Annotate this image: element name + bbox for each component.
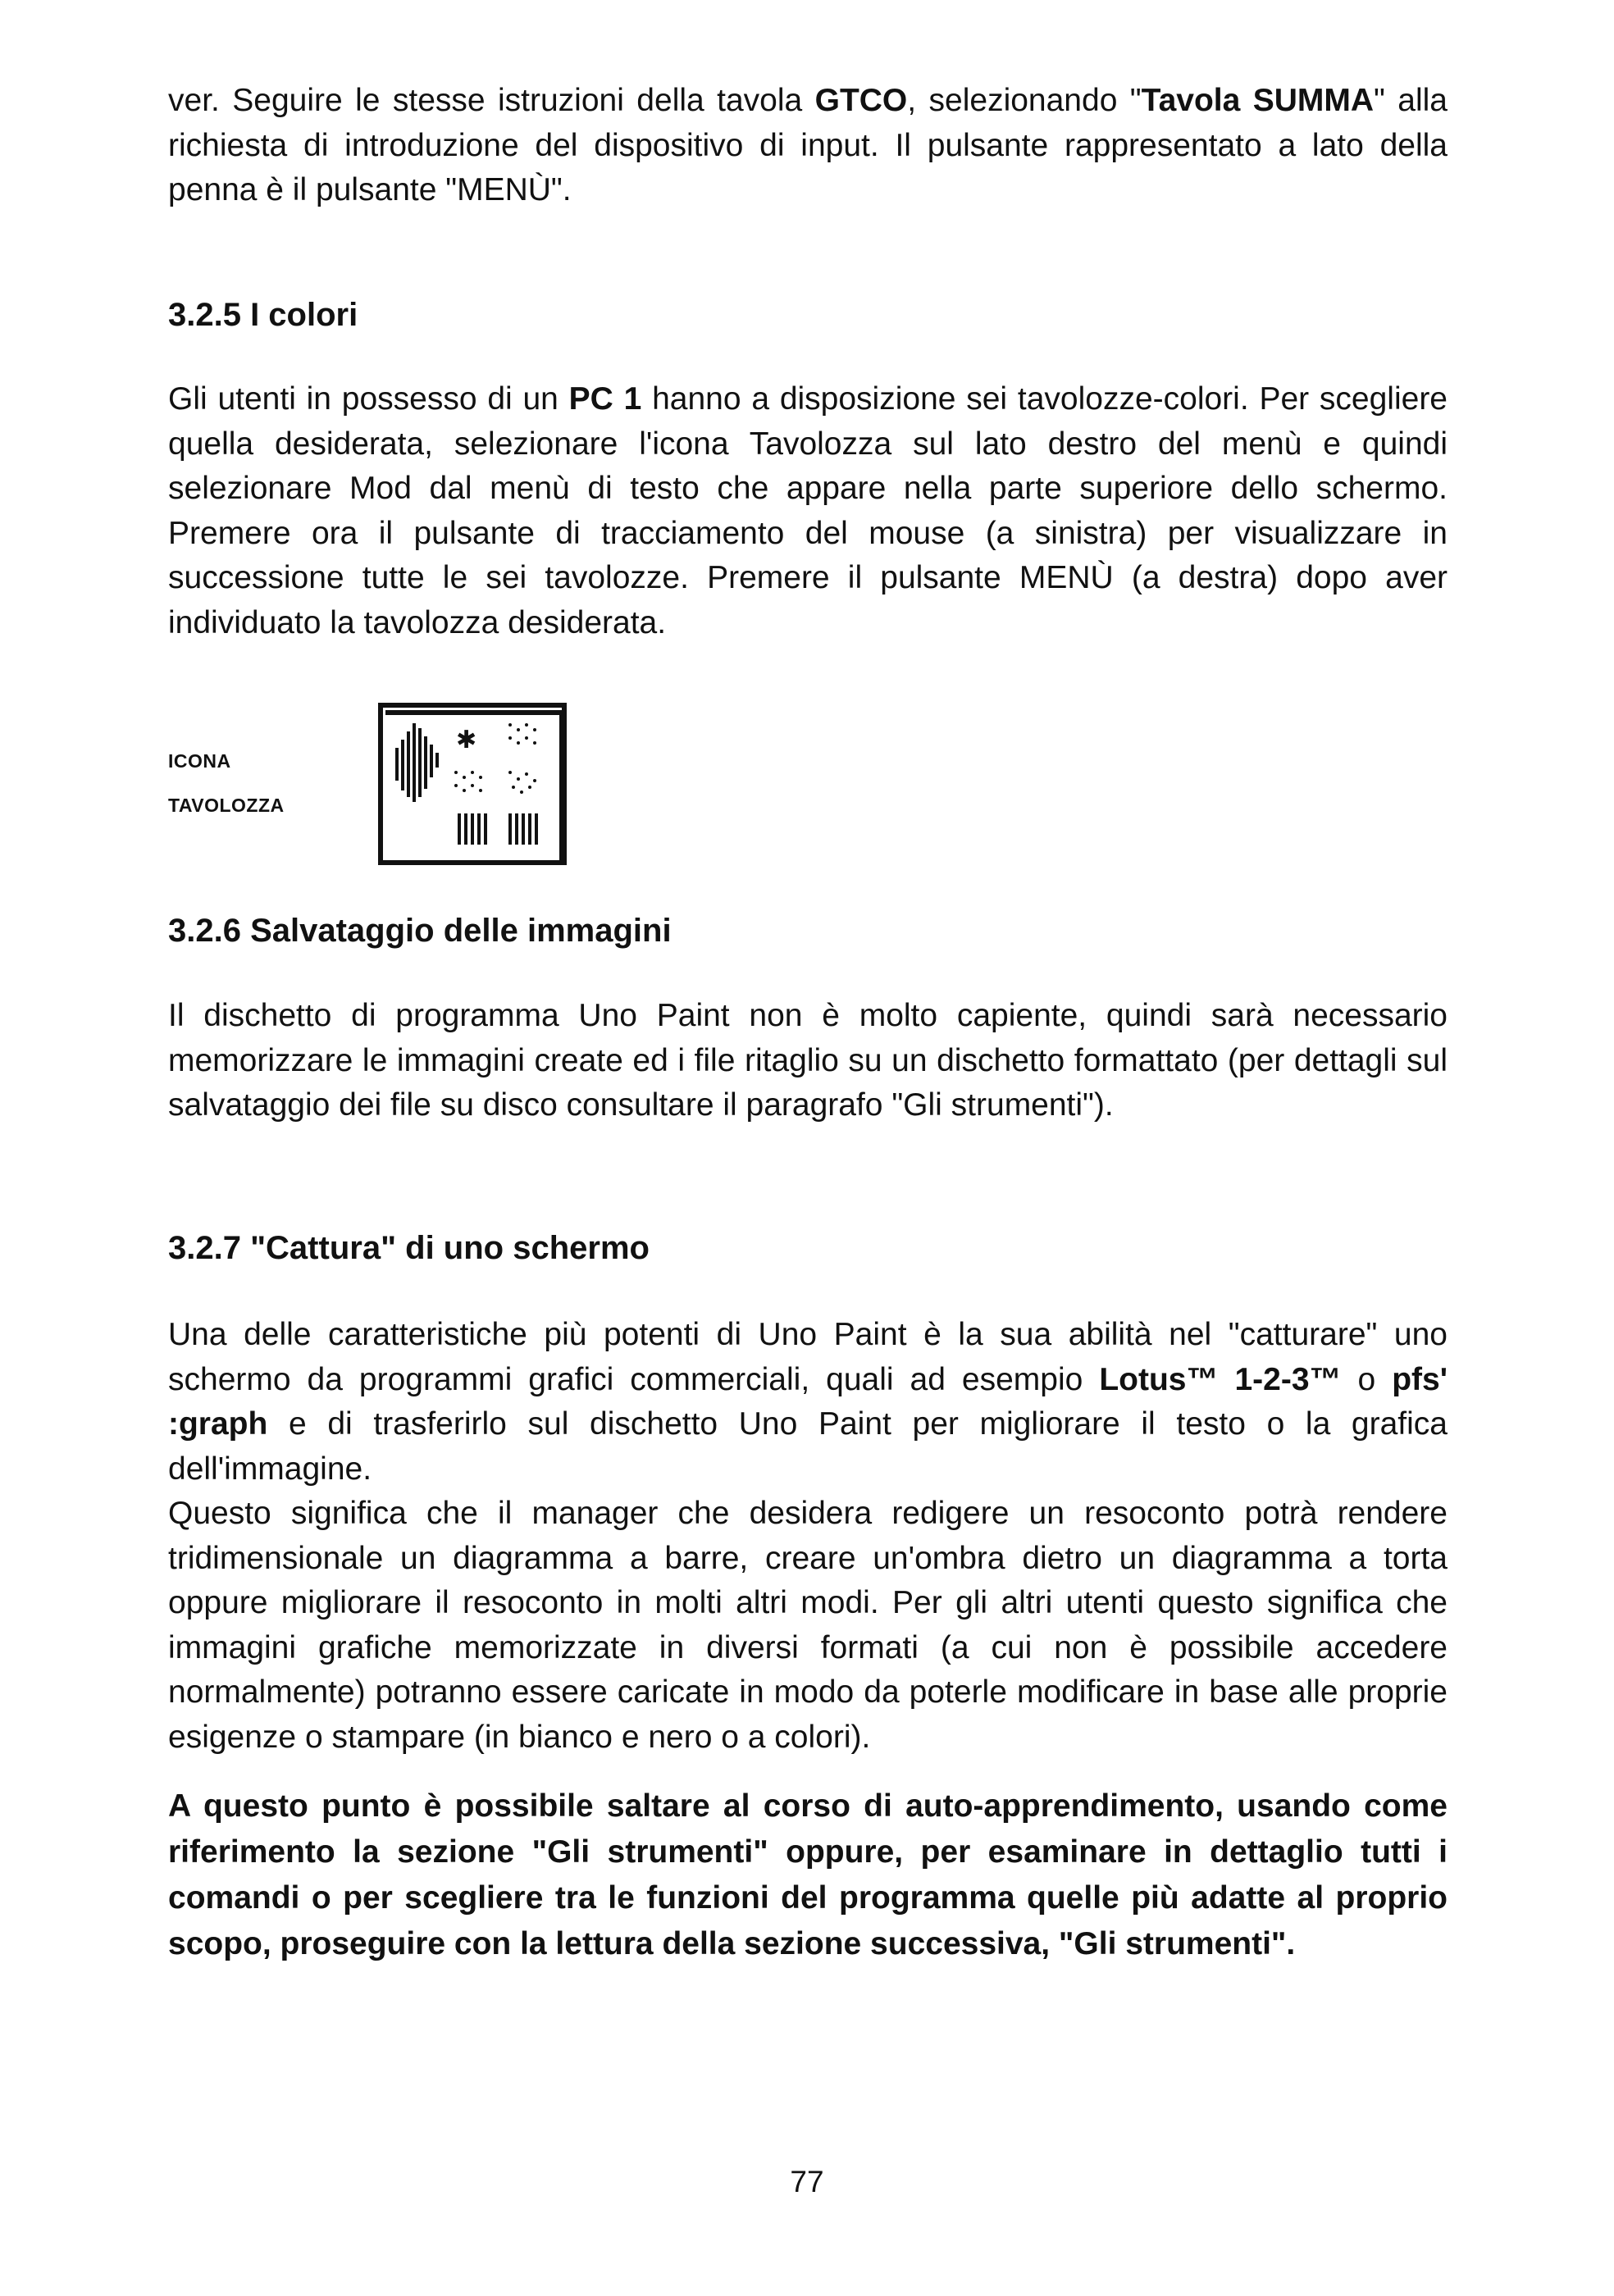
intro-bold-summa: Tavola SUMMA — [1141, 83, 1375, 118]
palette-star-pattern: ✱ — [456, 726, 477, 754]
page-number: 77 — [790, 2165, 824, 2198]
colors-bold-pc1: PC 1 — [568, 381, 642, 417]
section-3-2-7-body — [168, 1313, 1448, 1492]
capture-bold-pfs: pfs' :graph — [168, 1361, 1448, 1442]
section-3-2-5-heading: 3.2.5 I colori — [168, 297, 358, 333]
capture-text-1: Una delle caratteristiche più potenti di Uno Paint è la sua abilità nel "catturare" uno schermo da programmi grafici commerciali, quali ad esempio — [168, 1317, 1448, 1397]
intro-text-3: " alla richiesta di introduzione del dispositivo di input. Il pulsante rappresentato a lato della penna è il pulsante "MENÙ". — [168, 83, 1448, 207]
intro-bold-gtco: GTCO — [814, 83, 908, 118]
capture-text-2: o — [1341, 1361, 1393, 1397]
section-3-2-5-body — [168, 377, 1448, 645]
section-3-2-6-body: Il dischetto di programma Uno Paint non è molto capiente, quindi sarà necessario memorizzare le immagini create ed i file ritaglio su un dischetto formattato (per dettagli sul salvataggio dei file su disco consultare il paragrafo "Gli strumenti"). — [168, 998, 1448, 1123]
section-3-2-7-heading: 3.2.7 "Cattura" di uno schermo — [168, 1230, 650, 1266]
colors-text-1: Gli utenti in possesso di un — [168, 381, 569, 417]
intro-text-1: ver. Seguire le stesse istruzioni della tavola — [168, 83, 815, 118]
icon-label-line1: ICONA — [168, 750, 231, 772]
intro-paragraph — [168, 79, 1448, 213]
intro-text-2: , selezionando " — [907, 83, 1142, 118]
section-3-2-7-body-2: Questo significa che il manager che desidera redigere un resoconto potrà rendere tridimensionale un diagramma a barre, creare un'ombra dietro un diagramma a torta oppure migliorare il resoconto in molti altri modi. Per gli altri utenti questo significa che immagini grafiche memorizzate in diversi formati (a cui non è possibile accedere normalmente) potranno essere caricate in modo da poterle modificare in base alle proprie esigenze o stampare (in bianco e nero o a colori). — [168, 1496, 1448, 1755]
colors-text-2: hanno a disposizione sei tavolozze-colori. Per scegliere quella desiderata, selezionare l'icona Tavolozza sul lato destro del menù e quindi selezionare Mod dal menù di testo che appare nella parte superiore dello schermo. Premere ora il pulsante di tracciamento del mouse (a sinistra) per visualizzare in successione tutte le sei tavolozze. Premere il pulsante MENÙ (a destra) dopo aver individuato la tavolozza desiderata. — [168, 381, 1448, 640]
section-3-2-6-heading: 3.2.6 Salvataggio delle immagini — [168, 913, 672, 949]
palette-icon — [374, 699, 571, 871]
capture-bold-lotus: Lotus™ 1-2-3™ — [1099, 1361, 1342, 1397]
icon-label-line2: TAVOLOZZA — [168, 795, 285, 816]
capture-text-3: e di trasferirlo sul dischetto Uno Paint per migliorare il testo o la grafica dell'immagine. — [168, 1406, 1448, 1487]
conclusion-paragraph: A questo punto è possibile saltare al corso di auto-apprendimento, usando come riferimento la sezione "Gli strumenti" oppure, per esaminare in dettaglio tutti i comandi o per scegliere tra le funzioni del programma quelle più adatte al proprio scopo, proseguire con la lettura della sezione successiva, "Gli strumenti". — [168, 1788, 1448, 1961]
